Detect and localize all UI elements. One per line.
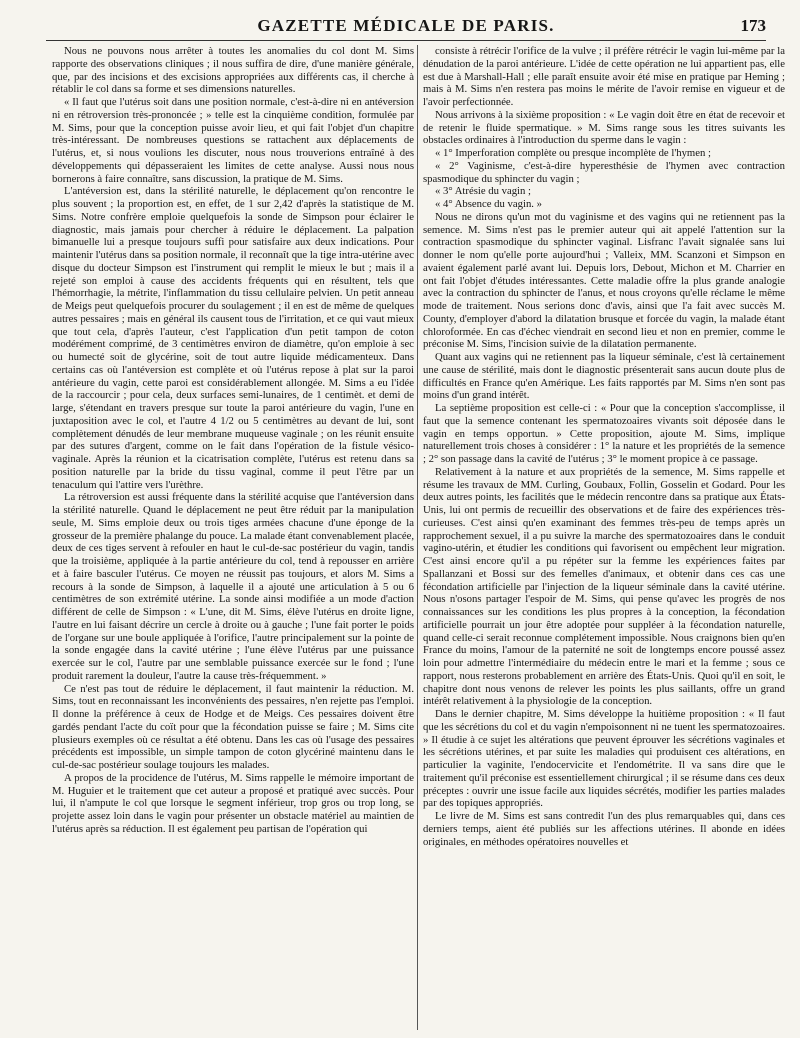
paragraph: Nous arrivons à la sixième proposition : « Le vagin doit être en état de recevoir et de retenir le fluide spermatique. » M. Sims range sous les titres suivants les obstacles ordinaires à l'introduction du sperme dans le vagin : xyxy=(423,108,785,147)
list-item: « 2° Vaginisme, c'est-à-dire hyperesthésie de l'hymen avec contraction spasmodique du sphincter du vagin ; xyxy=(423,159,785,185)
left-column xyxy=(52,45,414,1030)
paragraph: L'antéversion est, dans la stérilité naturelle, le déplacement qu'on rencontre le plus souvent ; la proportion est, en effet, de 1 sur 2,42 d'après la statistique de M. Sims. Notre confrère emploie quelquefois la sonde de Simpson pour éclairer le diagnostic, mais jamais pour chercher à réduire le déplacement. La palpation bimanuelle lui a presque toujours suffi pour satisfaire aux deux indications. Pour maintenir l'utérus dans sa position normale, il reconnaît que la tige intra-utérine avec disque du docteur Simpson est l'instrument qui remplit le mieux le but ; mais il a rejeté son emploi à cause des accidents fréquents qui en résultent, tels que l'hémorrhagie, la métrite, l'inflammation du tissu cellulaire pelvien. Un petit anneau de Meigs peut quelquefois procurer du soulagement ; il en est de même de quelques autres pessaires ; mais en général ils causent tous de l'irritation, et ce qui vaut mieux que tout cela, d'après l'auteur, c'est l'application d'un petit tampon de coton modérément comprimé, de 3 centimètres environ de diamètre, qu'on emploie à sec ou humecté soit de glycérine, soit de tout autre liquide médicamenteux. Dans certains cas où l'antéversion est complète et où l'utérus repose à plat sur la paroi antérieure du vagin, cette paroi est considérablement allongée. M. Sims a eu l'idée de la raccourcir ; pour cela, deux surfaces semi-lunaires, de 1 centimèt. et demi de large, s'étendant en travers presque sur toute la paroi antérieure du vagin, l'une en juxtaposition avec le col, et l'autre 4 1/2 ou 5 centimètres au devant de lui, sont complètement dénudés de leur membrane muqueuse vaginale ; on les réunit ensuite par des sutures d'argent, comme on le fait dans l'opération de la fistule vésico-vaginale. Après la réunion et la cicatrisation complète, l'utérus est retenu dans sa position naturelle par la bride du tissu vaginal, comme il peut l'être par un tenaculum qui l'attire vers l'urèthre. xyxy=(52,185,414,491)
column-divider xyxy=(417,45,418,1030)
right-column xyxy=(423,45,785,1030)
paragraph: Le livre de M. Sims est sans contredit l'un des plus remarquables qui, dans ces derniers temps, aient été publiés sur les affections utérines. Il abonde en idées originales, en méthodes opératoires nouvelles et xyxy=(423,810,785,848)
paragraph: A propos de la procidence de l'utérus, M. Sims rappelle le mémoire important de M. Huguier et le traitement que cet auteur a proposé et pratiqué avec succès. Pour lui, il n'ampute le col que lorsque le segment inférieur, trop gros ou trop long, se projette assez loin dans le vagin pour présenter un obstacle matériel au maintien de l'utérus après sa réduction. Il est également peu partisan de l'opération qui xyxy=(52,771,414,835)
paragraph: La rétroversion est aussi fréquente dans la stérilité acquise que l'antéversion dans la stérilité naturelle. Quand le déplacement ne peut être réduit par la manipulation seule, M. Sims emploie deux ou trois tiges armées chacune d'une éponge de la grosseur de la première phalange du pouce. La malade étant convenablement placée, deux de ces tiges servent à refouler en haut le cul-de-sac postérieur du vagin, tandis que la troisième, appliquée à la partie antérieure du col, tend à repousser en arrière et à faire basculer l'utérus. Ce moyen ne réussit pas toujours, et alors M. Sims a recours à la sonde de Simpson, à laquelle il a ajouté une articulation à 5 ou 6 centimètres de son extrémité utérine. La sonde ainsi modifiée a un mode d'action différent de celle de Simpson : « L'une, dit M. Sims, élève l'utérus en droite ligne, l'autre en lui faisant décrire un cercle à droite ou à gauche ; l'une fait porter le poids de l'organe sur une boule appliquée à l'orifice, l'autre principalement sur la pointe de la sonde engagée dans la cavité utérine ; l'une élève l'utérus par une puissance exercée sur le col, l'autre par une semblable puissance exercée sur le fond ; l'une produit rarement la douleur, l'autre la cause très-fréquemment. » xyxy=(52,491,414,682)
header-rule xyxy=(46,40,766,41)
paragraph: Nous ne pouvons nous arrêter à toutes les anomalies du col dont M. Sims rapporte des observations cliniques ; il nous suffira de dire, d'une manière générale, que, par des incisions et des excisions appropriées aux différents cas, il cherche à rétablir le col dans sa forme et ses dimensions naturelles. xyxy=(52,45,414,96)
paragraph: Quant aux vagins qui ne retiennent pas la liqueur séminale, c'est là certainement une cause de stérilité, mais dont le diagnostic présenterait sans aucun doute plus de difficultés en France qu'en Amérique. Les faits rapportés par M. Sims n'en sont pas moins d'un grand intérêt. xyxy=(423,351,785,402)
page-header xyxy=(46,16,766,38)
paragraph: Ce n'est pas tout de réduire le déplacement, il faut maintenir la réduction. M. Sims, tout en reconnaissant les inconvénients des pessaires, n'en rejette pas l'emploi. Il donne la préférence à ceux de Hodge et de Meigs. Ces pessaires doivent être gardés pendant l'acte du coït pour que la fécondation puisse se faire ; M. Sims cite plusieurs exemples où ce résultat a été obtenu. Dans les cas où l'usage des pessaires précédents est impossible, un simple tampon de coton glycériné maintenu dans le cul-de-sac postérieur soulage toujours les malades. xyxy=(52,682,414,771)
paragraph: consiste à rétrécir l'orifice de la vulve ; il préfère rétrécir le vagin lui-même par la dénudation de la paroi antérieure. L'idée de cette opération ne lui appartient pas, elle est due à Marshall-Hall ; elle paraît ensuite avoir été mise en pratique par Heming ; mais à M. Sims n'en restera pas moins le mérite de l'avoir remise en vigueur et de l'avoir perfectionnée. xyxy=(423,45,785,108)
journal-title: GAZETTE MÉDICALE DE PARIS. xyxy=(257,16,555,35)
paragraph: Nous ne dirons qu'un mot du vaginisme et des vagins qui ne retiennent pas la semence. M. Sims n'est pas le premier auteur qui ait appelé l'attention sur la contraction spasmodique du sphincter vaginal. Lisfranc l'avait signalée sans lui donner le nom qu'elle porte aujourd'hui ; Valleix, MM. Scanzoni et Simpson en avaient également parlé avant lui. Depuis lors, Debout, Michon et M. Charrier en ont fait l'objet d'études intéressantes. Cette maladie offre la plus grande analogie avec la contraction du sphincter de l'anus, et nous croyons qu'elle réclame le même mode de traitement. Nous serions donc d'avis, ainsi que l'a fait avec succès M. County, d'employer d'abord la dilatation brusque et forcée du vagin, la malade étant chloroformée. En cas d'échec viendrait en second lieu et non en premier, comme le préconise M. Sims, l'incision suivie de la dilatation permanente. xyxy=(423,210,785,351)
paragraph: Dans le dernier chapitre, M. Sims développe la huitième proposition : « Il faut que les sécrétions du col et du vagin n'empoisonnent ni ne tuent les spermatozoaires. » Il étudie à ce sujet les altérations que peuvent éprouver les sécrétions vaginales et les sécrétions utérines, et par suite les maladies qui produisent ces altérations, en particulier la vaginite, l'endocervicite et l'endométrite. Il va sans dire que le traitement qu'il préconise est essentiellement chirurgical ; il se résume dans ces deux préceptes : ouvrir une issue facile aux liquides sécrétés, modifier les parties malades par des topiques appropriés. xyxy=(423,708,785,810)
list-item: « 3° Atrésie du vagin ; xyxy=(435,185,531,198)
list-item: « 1° Imperforation complète ou presque incomplète de l'hymen ; xyxy=(435,147,711,159)
list-item: « 4° Absence du vagin. » xyxy=(435,198,542,210)
paragraph: La septième proposition est celle-ci : « Pour que la conception s'accomplisse, il faut que la semence contenant les spermatozoaires vivants soit déposée dans le vagin en temps opportun. » Cette proposition, ajoute M. Sims, implique naturellement trois choses à considérer : 1° la nature et les propriétés de la semence ; 2° son passage dans la cavité de l'utérus ; 3° le moment propice à ce passage. xyxy=(423,402,785,465)
page-number: 173 xyxy=(740,16,766,35)
paragraph: Relativement à la nature et aux propriétés de la semence, M. Sims rappelle et résume les travaux de MM. Curling, Goubaux, Follin, Gosselin et Godard. Pour les deux autres points, les facilités que le médecin rencontre dans sa pratique aux États-Unis, lui ont permis de recueillir des observations et de faire des expériences très-curieuses. C'est ainsi qu'en examinant des femmes très-peu de temps après un rapprochement sexuel, il a pu suivre la marche des spermatozoaires dans le conduit vagino-utérin, et étudier les conditions qui favorisent ou empêchent leur migration. C'est ainsi encore qu'il a pu répéter sur la femme les expériences faites par Spallanzani et Bossi sur des femelles d'animaux, et obtenir dans ces cas une fécondation artificielle par l'injection de la liqueur séminale dans la cavité utérine. Nous n'osons partager l'espoir de M. Sims, qui pense qu'avec les progrès de nos connaissances sur les conditions les plus propres à la conception, la fécondation artificielle pourrait un jour être adoptée pour suppléer à la fécondation naturelle, quand celle-ci serait reconnue complétement impossible. Nous craignons bien qu'en France du moins, l'amour de la paternité ne soit de longtemps encore poussé assez loin pour admettre l'intermédiaire du médecin entre le mari et la femme ; sous ce rapport, nous resterons probablement en arrière des États-Unis. Quoi qu'il en soit, le chapitre dont nous venons de relever les points les plus saillants, offre un grand intérêt relativement à la physiologie de la conception. xyxy=(423,465,785,708)
paragraph: « Il faut que l'utérus soit dans une position normale, c'est-à-dire ni en antéversion ni en rétroversion très-prononcée ; » telle est la cinquième condition, formulée par M. Sims, pour que la conception puisse avoir lieu, et qui fait l'objet d'un chapitre très-intéressant. De nombreuses questions se rattachent aux déplacements de l'utérus, et, si nous voulions les discuter, nous nous trouverions entraîné à des développements qui dépasseraient les limites de cette analyse. Aussi nous nous bornerons à faire connaître, sans discussion, la pratique de M. Sims. xyxy=(52,96,414,185)
